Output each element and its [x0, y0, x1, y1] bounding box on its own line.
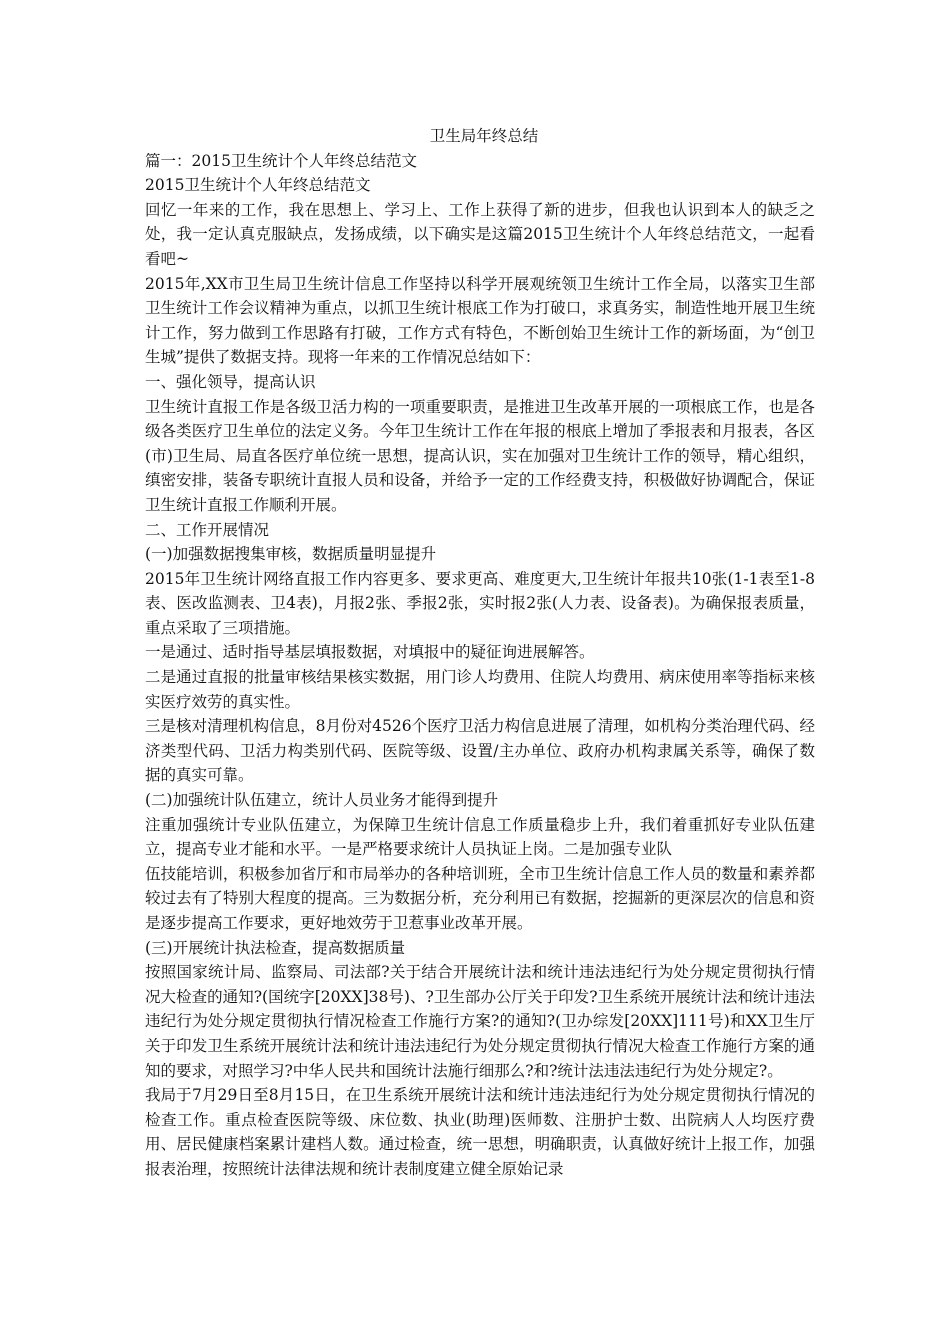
paragraph: 回忆一年来的工作，我在思想上、学习上、工作上获得了新的进步，但我也认识到本人的缺乏之处，我一定认真克服缺点，发扬成绩，以下确实是这篇2015卫生统计个人年终总结范文，一起看看吧~ — [145, 200, 815, 268]
paragraph: 伍技能培训，积极参加省厅和市局举办的各种培训班，全市卫生统计信息工作人员的数量和素养都较过去有了特别大程度的提高。三为数据分析，充分利用已有数据，挖掘新的更深层次的信息和资是逐步提高工作要求，更好地效劳于卫惹事业改革开展。 — [145, 864, 815, 932]
subsection-heading: (一)加强数据搜集审核，数据质量明显提升 — [145, 545, 437, 564]
subsection-heading: (三)开展统计执法检查，提高数据质量 — [145, 938, 406, 957]
section-heading: 篇一：2015卫生统计个人年终总结范文 — [145, 151, 417, 170]
section-heading: 一、强化领导，提高认识 — [145, 372, 316, 391]
paragraph: 三是核对清理机构信息，8月份对4526个医疗卫活力构信息进展了清理，如机构分类治理代码、经济类型代码、卫活力构类别代码、医院等级、设置/主办单位、政府办机构隶属关系等，确保了数据的真实可靠。 — [145, 717, 815, 785]
paragraph: 卫生统计直报工作是各级卫活力构的一项重要职责，是推进卫生改革开展的一项根底工作，也是各级各类医疗卫生单位的法定义务。今年卫生统计工作在年报的根底上增加了季报表和月报表，各区(市)卫生局、局直各医疗单位统一思想，提高认识，实在加强对卫生统计工作的领导，精心组织，缜密安排，装备专职统计直报人员和设备，并给予一定的工作经费支持，积极做好协调配合，保证卫生统计直报工作顺利开展。 — [145, 397, 815, 514]
paragraph: 我局于7月29日至8月15日，在卫生系统开展统计法和统计违法违纪行为处分规定贯彻执行情况的检查工作。重点检查医院等级、床位数、执业(助理)医师数、注册护士数、出院病人人均医疗费用、居民健康档案累计建档人数。通过检查，统一思想，明确职责，认真做好统计上报工作，加强报表治理，按照统计法律法规和统计表制度建立健全原始记录 — [145, 1086, 815, 1178]
paragraph: 注重加强统计专业队伍建立，为保障卫生统计信息工作质量稳步上升，我们着重抓好专业队伍建立，提高专业才能和水平。一是严格要求统计人员执证上岗。二是加强专业队 — [145, 815, 815, 859]
paragraph: 2015年卫生统计网络直报工作内容更多、要求更高、难度更大,卫生统计年报共10张(1-1表至1-8表、医改监测表、卫4表)，月报2张、季报2张，实时报2张(人力表、设备表)。为确保报表质量，重点采取了三项措施。 — [145, 569, 815, 637]
paragraph: 一是通过、适时指导基层填报数据，对填报中的疑征询进展解答。 — [145, 643, 595, 662]
section-heading: 2015卫生统计个人年终总结范文 — [145, 176, 371, 195]
paragraph: 按照国家统计局、监察局、司法部?关于结合开展统计法和统计违法违纪行为处分规定贯彻执行情况大检查的通知?(国统字[20XX]38号)、?卫生部办公厅关于印发?卫生系统开展统计法和统计违法违纪行为处分规定贯彻执行情况检查工作施行方案?的通知?(卫办综发[20XX]111号)和XX卫生厅关于印发卫生系统开展统计法和统计违法违纪行为处分规定贯彻执行情况大检查工作施行方案的通知的要求，对照学习?中华人民共和国统计法施行细那么?和?统计法违法违纪行为处分规定?。 — [145, 963, 815, 1080]
document-title: 卫生局年终总结 — [429, 127, 539, 145]
document-body — [145, 124, 815, 1182]
paragraph: 2015年,XX市卫生局卫生统计信息工作坚持以科学开展观统领卫生统计工作全局，以落实卫生部卫生统计工作会议精神为重点，以抓卫生统计根底工作为打破口，求真务实，制造性地开展卫生统计工作，努力做到工作思路有打破，工作方式有特色，不断创始卫生统计工作的新场面，为“创卫生城”提供了数据支持。现将一年来的工作情况总结如下： — [145, 274, 815, 367]
paragraph: 二是通过直报的批量审核结果核实数据，用门诊人均费用、住院人均费用、病床使用率等指标来核实医疗效劳的真实性。 — [145, 668, 815, 711]
section-heading: 二、工作开展情况 — [145, 520, 270, 539]
subsection-heading: (二)加强统计队伍建立，统计人员业务才能得到提升 — [145, 791, 499, 810]
